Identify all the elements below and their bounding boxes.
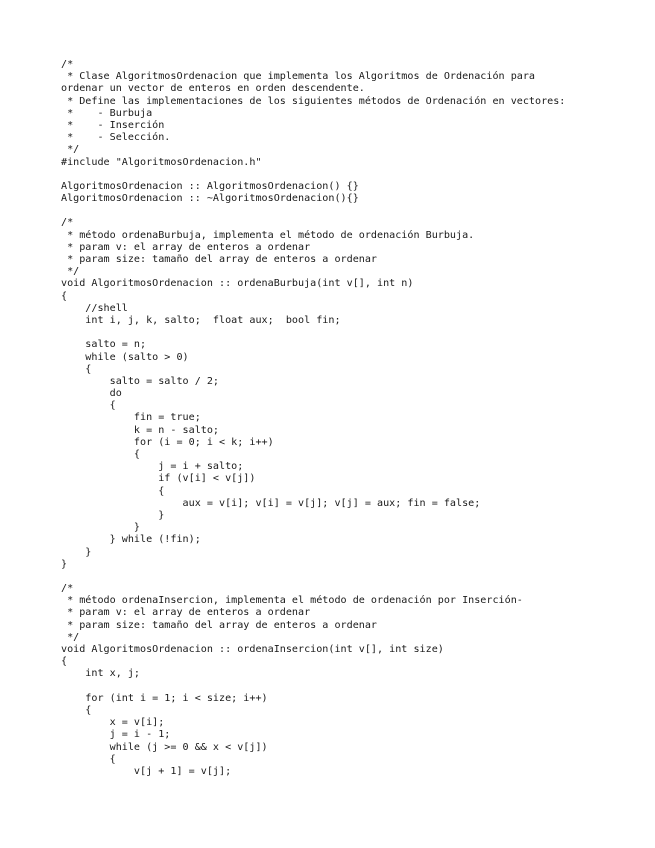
code-line: k = n - salto;	[61, 424, 220, 436]
code-line: aux = v[i]; v[i] = v[j]; v[j] = aux; fin = false;	[61, 497, 481, 509]
code-line: * param size: tamaño del array de enteros a ordenar	[61, 254, 378, 265]
code-line: ordenar un vector de enteros en orden descendente.	[61, 83, 365, 95]
code-line: * param v: el array de enteros a ordenar	[61, 607, 311, 619]
code-line: do	[61, 388, 122, 400]
code-line: j = i + salto;	[61, 461, 244, 473]
code-line: */	[61, 631, 80, 643]
code-line: * Clase AlgoritmosOrdenacion que implementa los Algoritmos de Ordenación para	[61, 71, 536, 83]
code-line	[61, 571, 565, 583]
code-line: void AlgoritmosOrdenacion :: ordenaBurbuja(int v[], int n)	[61, 278, 414, 290]
code-line: * - Inserción	[61, 119, 165, 131]
code-line: * - Selección.	[61, 132, 171, 144]
code-line: {	[61, 753, 116, 765]
code-line: {	[61, 449, 141, 460]
code-line: /*	[61, 583, 74, 595]
code-line: x = v[i];	[61, 717, 165, 729]
code-line: {	[61, 485, 165, 497]
code-line: salto = n;	[61, 339, 147, 351]
code-line	[61, 327, 565, 339]
code-line: * param size: tamaño del array de enteros a ordenar	[61, 619, 378, 631]
code-line: while (j >= 0 && x < v[j])	[61, 741, 268, 753]
code-line: * param v: el array de enteros a ordenar	[61, 241, 311, 253]
code-line: {	[61, 656, 68, 668]
code-line: {	[61, 363, 92, 375]
code-line: * - Burbuja	[61, 107, 153, 119]
code-line: void AlgoritmosOrdenacion :: ordenaInsercion(int v[], int size)	[61, 644, 444, 655]
code-line: for (i = 0; i < k; i++)	[61, 436, 274, 448]
code-line: /*	[61, 59, 74, 70]
code-line: }	[61, 522, 141, 534]
code-line: */	[61, 144, 80, 156]
code-line: AlgoritmosOrdenacion :: ~AlgoritmosOrdenacion(){}	[61, 193, 359, 205]
code-line: salto = salto / 2;	[61, 375, 220, 387]
code-line: while (salto > 0)	[61, 351, 189, 363]
code-line: if (v[i] < v[j])	[61, 473, 256, 485]
code-line: int x, j;	[61, 668, 141, 680]
code-line	[61, 169, 565, 181]
code-line: fin = true;	[61, 412, 201, 424]
code-line: {	[61, 400, 116, 412]
code-line: {	[61, 290, 68, 302]
code-line: * Define las implementaciones de los siguientes métodos de Ordenación en vectores:	[61, 95, 566, 107]
code-line: for (int i = 1; i < size; i++)	[61, 692, 268, 704]
code-line	[61, 205, 565, 217]
code-line: //shell	[61, 302, 128, 314]
code-line: }	[61, 546, 92, 558]
code-line: #include "AlgoritmosOrdenacion.h"	[61, 156, 262, 168]
code-line: } while (!fin);	[61, 534, 201, 546]
code-line: * método ordenaBurbuja, implementa el método de ordenación Burbuja.	[61, 229, 475, 241]
code-line: * método ordenaInsercion, implementa el método de ordenación por Inserción-	[61, 595, 523, 607]
code-line	[61, 681, 565, 693]
code-line: /*	[61, 217, 74, 229]
code-line: j = i - 1;	[61, 729, 171, 741]
code-line: int i, j, k, salto; float aux; bool fin;	[61, 314, 341, 326]
code-line: AlgoritmosOrdenacion :: AlgoritmosOrdenacion() {}	[61, 180, 359, 192]
code-line: }	[61, 509, 165, 521]
source-code-listing	[61, 59, 565, 778]
code-line: */	[61, 266, 80, 278]
code-line: {	[61, 704, 92, 716]
code-line: v[j + 1] = v[j];	[61, 765, 232, 777]
code-line: }	[61, 558, 68, 570]
